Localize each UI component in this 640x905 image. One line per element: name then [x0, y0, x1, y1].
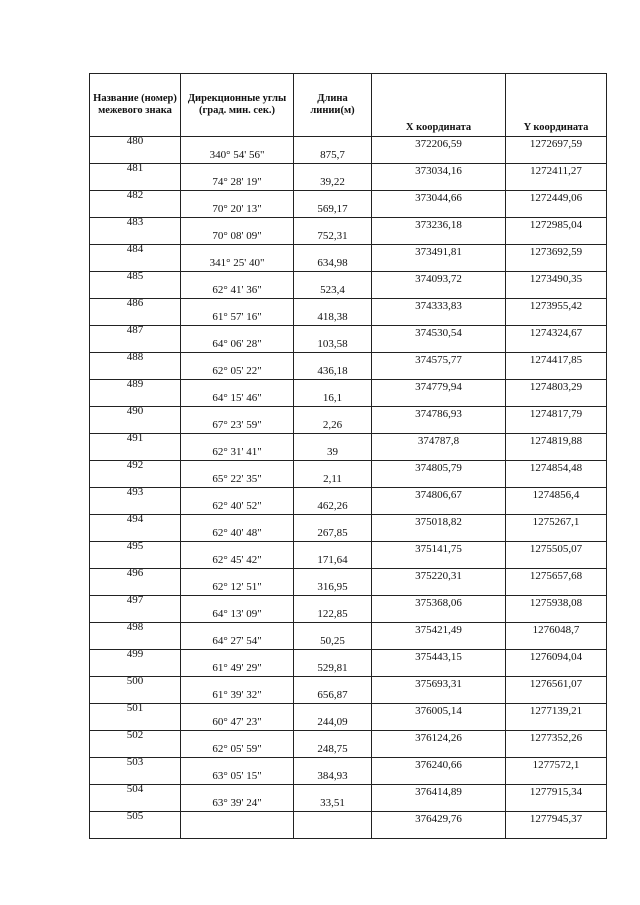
directional-angle-cell: [181, 758, 294, 785]
y-coordinate-cell: [506, 218, 607, 245]
directional-angle-cell-text: 62° 05' 22": [212, 365, 262, 377]
directional-angle-cell: [181, 434, 294, 461]
line-length-cell: [294, 704, 372, 731]
boundary-coordinates-table: [89, 73, 607, 839]
y-coordinate-cell: [506, 758, 607, 785]
line-length-cell: [294, 191, 372, 218]
y-coordinate-cell-text: 1275505,07: [529, 543, 583, 555]
directional-angle-cell-text: 64° 15' 46": [212, 392, 262, 404]
table-row: [90, 542, 607, 569]
y-coordinate-cell: [506, 542, 607, 569]
directional-angle-cell-text: 64° 13' 09": [212, 608, 262, 620]
marker-name-cell-text: 480: [126, 135, 144, 147]
y-coordinate-cell: [506, 434, 607, 461]
directional-angle-cell: [181, 353, 294, 380]
line-length-cell-text: 875,7: [320, 149, 345, 161]
directional-angle-cell: [181, 326, 294, 353]
line-length-cell-text: 50,25: [320, 635, 345, 647]
directional-angle-cell: [181, 515, 294, 542]
y-coordinate-cell-text: 1276048,7: [532, 624, 580, 636]
x-coordinate-cell: [372, 677, 506, 704]
table-row: [90, 461, 607, 488]
y-coordinate-cell-text: 1277352,26: [529, 732, 583, 744]
x-coordinate-cell: [372, 650, 506, 677]
directional-angle-cell: [181, 272, 294, 299]
marker-name-cell: [90, 164, 181, 191]
directional-angle-cell-text: 70° 08' 09": [212, 230, 262, 242]
y-coordinate-cell: [506, 677, 607, 704]
directional-angle-cell: [181, 785, 294, 812]
x-coordinate-cell-text: 375141,75: [415, 543, 462, 555]
line-length-cell: [294, 515, 372, 542]
y-coordinate-cell-text: 1273490,35: [529, 273, 583, 285]
line-length-cell-text: 752,31: [317, 230, 348, 242]
marker-name-cell-text: 495: [126, 540, 144, 552]
y-coordinate-cell: [506, 299, 607, 326]
table-header-row: [90, 74, 607, 137]
marker-name-cell-text: 498: [126, 621, 144, 633]
table-row: [90, 569, 607, 596]
line-length-cell-text: 39,22: [320, 176, 345, 188]
header-x-coordinate: X координата: [372, 74, 506, 137]
x-coordinate-cell-text: 374787,8: [417, 435, 460, 447]
x-coordinate-cell-text: 374786,93: [415, 408, 462, 420]
x-coordinate-cell-text: 374805,79: [415, 462, 462, 474]
marker-name-cell: [90, 542, 181, 569]
y-coordinate-cell: [506, 596, 607, 623]
x-coordinate-cell-text: 375018,82: [415, 516, 462, 528]
y-coordinate-cell-text: 1274817,79: [529, 408, 583, 420]
x-coordinate-cell: [372, 542, 506, 569]
table-row: [90, 650, 607, 677]
x-coordinate-cell: [372, 191, 506, 218]
x-coordinate-cell-text: 376429,76: [415, 813, 462, 825]
y-coordinate-cell: [506, 353, 607, 380]
table-row: [90, 488, 607, 515]
marker-name-cell-text: 481: [126, 162, 144, 174]
y-coordinate-cell: [506, 326, 607, 353]
header-line-length: Длина линии(м): [294, 74, 372, 137]
directional-angle-cell-text: 64° 06' 28": [212, 338, 262, 350]
line-length-cell-text: 33,51: [320, 797, 345, 809]
marker-name-cell-text: 489: [126, 378, 144, 390]
x-coordinate-cell: [372, 326, 506, 353]
x-coordinate-cell: [372, 596, 506, 623]
x-coordinate-cell: [372, 434, 506, 461]
y-coordinate-cell: [506, 164, 607, 191]
directional-angle-cell-text: 62° 40' 48": [212, 527, 262, 539]
y-coordinate-cell: [506, 515, 607, 542]
directional-angle-cell: [181, 164, 294, 191]
marker-name-cell: [90, 272, 181, 299]
line-length-cell: [294, 353, 372, 380]
marker-name-cell-text: 496: [126, 567, 144, 579]
y-coordinate-cell-text: 1272411,27: [530, 165, 582, 177]
y-coordinate-cell-text: 1273955,42: [529, 300, 583, 312]
marker-name-cell-text: 504: [126, 783, 144, 795]
header-marker-name: Название (номер) межевого знака: [90, 74, 181, 137]
directional-angle-cell-text: 62° 45' 42": [212, 554, 262, 566]
marker-name-cell: [90, 758, 181, 785]
marker-name-cell: [90, 326, 181, 353]
y-coordinate-cell: [506, 407, 607, 434]
directional-angle-cell: [181, 596, 294, 623]
directional-angle-cell: [181, 650, 294, 677]
y-coordinate-cell-text: 1277572,1: [532, 759, 580, 771]
line-length-cell-text: 523,4: [320, 284, 345, 296]
table-row: [90, 326, 607, 353]
marker-name-cell: [90, 812, 181, 839]
y-coordinate-cell: [506, 812, 607, 839]
table-row: [90, 245, 607, 272]
directional-angle-cell: [181, 677, 294, 704]
x-coordinate-cell: [372, 164, 506, 191]
line-length-cell: [294, 164, 372, 191]
directional-angle-cell-text: 61° 57' 16": [212, 311, 262, 323]
marker-name-cell-text: 499: [126, 648, 144, 660]
marker-name-cell-text: 483: [126, 216, 144, 228]
directional-angle-cell: [181, 137, 294, 164]
directional-angle-cell-text: 62° 12' 51": [212, 581, 262, 593]
x-coordinate-cell: [372, 353, 506, 380]
directional-angle-cell: [181, 461, 294, 488]
y-coordinate-cell-text: 1272985,04: [529, 219, 583, 231]
directional-angle-cell-text: 70° 20' 13": [212, 203, 262, 215]
x-coordinate-cell-text: 376124,26: [415, 732, 462, 744]
marker-name-cell: [90, 353, 181, 380]
x-coordinate-cell-text: 372206,59: [415, 138, 462, 150]
directional-angle-cell-text: 62° 31' 41": [212, 446, 262, 458]
line-length-cell-text: 436,18: [317, 365, 348, 377]
y-coordinate-cell-text: 1275938,08: [529, 597, 583, 609]
directional-angle-cell: [181, 542, 294, 569]
table-row: [90, 785, 607, 812]
x-coordinate-cell-text: 375693,31: [415, 678, 462, 690]
line-length-cell: [294, 758, 372, 785]
x-coordinate-cell: [372, 218, 506, 245]
y-coordinate-cell: [506, 623, 607, 650]
marker-name-cell: [90, 515, 181, 542]
y-coordinate-cell: [506, 461, 607, 488]
x-coordinate-cell-text: 374779,94: [415, 381, 462, 393]
table-row: [90, 758, 607, 785]
y-coordinate-cell: [506, 272, 607, 299]
y-coordinate-cell: [506, 191, 607, 218]
line-length-cell-text: 248,75: [317, 743, 348, 755]
line-length-cell: [294, 326, 372, 353]
table-row: [90, 164, 607, 191]
line-length-cell-text: 39: [327, 446, 338, 458]
x-coordinate-cell-text: 376005,14: [415, 705, 462, 717]
y-coordinate-cell: [506, 731, 607, 758]
marker-name-cell-text: 482: [126, 189, 144, 201]
directional-angle-cell-text: 64° 27' 54": [212, 635, 262, 647]
table-row: [90, 191, 607, 218]
x-coordinate-cell-text: 373034,16: [415, 165, 462, 177]
marker-name-cell-text: 491: [126, 432, 144, 444]
directional-angle-cell-text: 61° 39' 32": [212, 689, 262, 701]
marker-name-cell: [90, 785, 181, 812]
marker-name-cell: [90, 569, 181, 596]
marker-name-cell: [90, 461, 181, 488]
table-row: [90, 596, 607, 623]
x-coordinate-cell-text: 374333,83: [415, 300, 462, 312]
line-length-cell-text: 384,93: [317, 770, 348, 782]
line-length-cell-text: 529,81: [317, 662, 348, 674]
directional-angle-cell: [181, 245, 294, 272]
line-length-cell-text: 569,17: [317, 203, 348, 215]
marker-name-cell-text: 494: [126, 513, 144, 525]
directional-angle-cell: [181, 812, 294, 839]
line-length-cell: [294, 596, 372, 623]
line-length-cell-text: 267,85: [317, 527, 348, 539]
x-coordinate-cell-text: 374093,72: [415, 273, 462, 285]
line-length-cell: [294, 569, 372, 596]
directional-angle-cell-text: 340° 54' 56": [209, 149, 265, 161]
table-row: [90, 272, 607, 299]
marker-name-cell: [90, 677, 181, 704]
table-row: [90, 353, 607, 380]
x-coordinate-cell: [372, 785, 506, 812]
line-length-cell-text: 656,87: [317, 689, 348, 701]
marker-name-cell-text: 493: [126, 486, 144, 498]
marker-name-cell: [90, 488, 181, 515]
line-length-cell: [294, 812, 372, 839]
y-coordinate-cell: [506, 569, 607, 596]
line-length-cell-text: 171,64: [317, 554, 348, 566]
y-coordinate-cell-text: 1277915,34: [529, 786, 583, 798]
marker-name-cell: [90, 623, 181, 650]
marker-name-cell: [90, 380, 181, 407]
x-coordinate-cell-text: 374530,54: [415, 327, 462, 339]
marker-name-cell-text: 487: [126, 324, 144, 336]
table-row: [90, 218, 607, 245]
directional-angle-cell-text: 341° 25' 40": [209, 257, 265, 269]
y-coordinate-cell-text: 1274803,29: [529, 381, 583, 393]
y-coordinate-cell-text: 1272697,59: [529, 138, 583, 150]
x-coordinate-cell: [372, 245, 506, 272]
line-length-cell-text: 462,26: [317, 500, 348, 512]
line-length-cell: [294, 407, 372, 434]
y-coordinate-cell: [506, 137, 607, 164]
x-coordinate-cell: [372, 272, 506, 299]
x-coordinate-cell: [372, 488, 506, 515]
x-coordinate-cell-text: 375368,06: [415, 597, 462, 609]
directional-angle-cell: [181, 704, 294, 731]
x-coordinate-cell-text: 375220,31: [415, 570, 462, 582]
marker-name-cell: [90, 596, 181, 623]
y-coordinate-cell: [506, 650, 607, 677]
table-row: [90, 407, 607, 434]
y-coordinate-cell-text: 1277945,37: [529, 813, 583, 825]
marker-name-cell: [90, 218, 181, 245]
line-length-cell-text: 122,85: [317, 608, 348, 620]
x-coordinate-cell-text: 373044,66: [415, 192, 462, 204]
line-length-cell-text: 2,11: [323, 473, 342, 485]
x-coordinate-cell: [372, 569, 506, 596]
x-coordinate-cell: [372, 758, 506, 785]
marker-name-cell: [90, 704, 181, 731]
directional-angle-cell: [181, 623, 294, 650]
line-length-cell: [294, 542, 372, 569]
y-coordinate-cell: [506, 785, 607, 812]
marker-name-cell-text: 484: [126, 243, 144, 255]
x-coordinate-cell-text: 375421,49: [415, 624, 462, 636]
line-length-cell-text: 2,26: [322, 419, 343, 431]
x-coordinate-cell-text: 374806,67: [415, 489, 462, 501]
x-coordinate-cell: [372, 407, 506, 434]
x-coordinate-cell: [372, 623, 506, 650]
y-coordinate-cell: [506, 380, 607, 407]
y-coordinate-cell: [506, 245, 607, 272]
marker-name-cell: [90, 407, 181, 434]
y-coordinate-cell: [506, 488, 607, 515]
y-coordinate-cell-text: 1276561,07: [529, 678, 583, 690]
line-length-cell: [294, 245, 372, 272]
marker-name-cell-text: 497: [126, 594, 144, 606]
directional-angle-cell: [181, 569, 294, 596]
x-coordinate-cell: [372, 812, 506, 839]
x-coordinate-cell-text: 374575,77: [415, 354, 462, 366]
table-row: [90, 380, 607, 407]
line-length-cell: [294, 461, 372, 488]
header-directional-angles: Дирекционные углы (град. мин. сек.): [181, 74, 294, 137]
x-coordinate-cell: [372, 299, 506, 326]
directional-angle-cell-text: 62° 05' 59": [212, 743, 262, 755]
x-coordinate-cell-text: 376414,89: [415, 786, 462, 798]
x-coordinate-cell-text: 373491,81: [415, 246, 462, 258]
y-coordinate-cell-text: 1277139,21: [529, 705, 583, 717]
line-length-cell: [294, 488, 372, 515]
directional-angle-cell-text: 65° 22' 35": [212, 473, 262, 485]
marker-name-cell-text: 503: [126, 756, 144, 768]
directional-angle-cell: [181, 218, 294, 245]
line-length-cell-text: 16,1: [322, 392, 343, 404]
table-row: [90, 434, 607, 461]
directional-angle-cell-text: 60° 47' 23": [212, 716, 262, 728]
line-length-cell: [294, 137, 372, 164]
line-length-cell-text: 103,58: [317, 338, 348, 350]
line-length-cell: [294, 623, 372, 650]
x-coordinate-cell-text: 373236,18: [415, 219, 462, 231]
line-length-cell: [294, 434, 372, 461]
line-length-cell: [294, 785, 372, 812]
y-coordinate-cell-text: 1274819,88: [529, 435, 583, 447]
table-row: [90, 137, 607, 164]
marker-name-cell: [90, 299, 181, 326]
directional-angle-cell-text: 62° 40' 52": [212, 500, 262, 512]
marker-name-cell-text: 488: [126, 351, 144, 363]
y-coordinate-cell-text: 1273692,59: [529, 246, 583, 258]
directional-angle-cell: [181, 488, 294, 515]
y-coordinate-cell: [506, 704, 607, 731]
table-row: [90, 299, 607, 326]
marker-name-cell-text: 492: [126, 459, 144, 471]
table-row: [90, 515, 607, 542]
directional-angle-cell-text: 74° 28' 19": [212, 176, 262, 188]
line-length-cell: [294, 380, 372, 407]
y-coordinate-cell-text: 1272449,06: [529, 192, 583, 204]
marker-name-cell-text: 505: [126, 810, 144, 822]
directional-angle-cell-text: 63° 39' 24": [212, 797, 262, 809]
table-row: [90, 677, 607, 704]
y-coordinate-cell-text: 1274856,4: [532, 489, 580, 501]
header-y-coordinate: Y координата: [506, 74, 607, 137]
line-length-cell: [294, 677, 372, 704]
x-coordinate-cell: [372, 380, 506, 407]
directional-angle-cell: [181, 380, 294, 407]
table-row: [90, 812, 607, 839]
marker-name-cell-text: 502: [126, 729, 144, 741]
y-coordinate-cell-text: 1276094,04: [529, 651, 583, 663]
line-length-cell: [294, 272, 372, 299]
line-length-cell: [294, 650, 372, 677]
x-coordinate-cell: [372, 137, 506, 164]
y-coordinate-cell-text: 1274324,67: [529, 327, 583, 339]
marker-name-cell-text: 485: [126, 270, 144, 282]
marker-name-cell: [90, 191, 181, 218]
marker-name-cell-text: 501: [126, 702, 144, 714]
directional-angle-cell-text: 61° 49' 29": [212, 662, 262, 674]
marker-name-cell: [90, 245, 181, 272]
table-row: [90, 731, 607, 758]
y-coordinate-cell-text: 1274417,85: [529, 354, 583, 366]
directional-angle-cell: [181, 299, 294, 326]
line-length-cell-text: 244,09: [317, 716, 348, 728]
line-length-cell-text: 634,98: [317, 257, 348, 269]
marker-name-cell: [90, 137, 181, 164]
directional-angle-cell: [181, 407, 294, 434]
line-length-cell: [294, 218, 372, 245]
x-coordinate-cell: [372, 461, 506, 488]
marker-name-cell-text: 486: [126, 297, 144, 309]
directional-angle-cell-text: 62° 41' 36": [212, 284, 262, 296]
line-length-cell-text: 316,95: [317, 581, 348, 593]
table-row: [90, 704, 607, 731]
directional-angle-cell-text: 63° 05' 15": [212, 770, 262, 782]
directional-angle-cell-text: 67° 23' 59": [212, 419, 262, 431]
marker-name-cell: [90, 434, 181, 461]
directional-angle-cell: [181, 191, 294, 218]
marker-name-cell-text: 500: [126, 675, 144, 687]
marker-name-cell: [90, 650, 181, 677]
table-row: [90, 623, 607, 650]
x-coordinate-cell: [372, 515, 506, 542]
x-coordinate-cell: [372, 731, 506, 758]
x-coordinate-cell-text: 376240,66: [415, 759, 462, 771]
line-length-cell-text: 418,38: [317, 311, 348, 323]
y-coordinate-cell-text: 1274854,48: [529, 462, 583, 474]
line-length-cell: [294, 731, 372, 758]
line-length-cell: [294, 299, 372, 326]
marker-name-cell: [90, 731, 181, 758]
x-coordinate-cell-text: 375443,15: [415, 651, 462, 663]
directional-angle-cell: [181, 731, 294, 758]
marker-name-cell-text: 490: [126, 405, 144, 417]
x-coordinate-cell: [372, 704, 506, 731]
y-coordinate-cell-text: 1275657,68: [529, 570, 583, 582]
y-coordinate-cell-text: 1275267,1: [532, 516, 580, 528]
